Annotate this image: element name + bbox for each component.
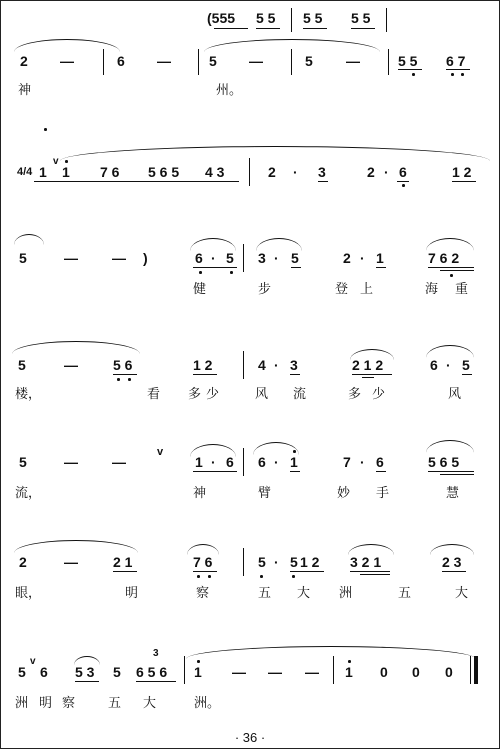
note: 5 6	[113, 357, 133, 373]
lyric: 健	[193, 282, 207, 297]
note: 2	[20, 53, 28, 69]
note: ·	[211, 454, 216, 470]
note: )	[143, 250, 148, 266]
note: —	[60, 53, 74, 69]
note: —	[112, 250, 126, 266]
note: 6	[117, 53, 125, 69]
system-4	[0, 335, 500, 415]
note: 6	[399, 164, 407, 180]
note: ·	[274, 454, 279, 470]
note: 5 6 5	[428, 454, 460, 470]
note: 6	[195, 250, 203, 266]
note: 3	[258, 250, 266, 266]
note: —	[305, 664, 319, 680]
lyric: 明	[125, 586, 139, 601]
note: 5 3	[75, 664, 95, 680]
lyric: 风	[448, 387, 462, 402]
lyric: 察	[62, 696, 76, 711]
note: 3	[318, 164, 326, 180]
note: 5 6 5	[148, 164, 180, 180]
note: 5	[226, 250, 234, 266]
lyric: 神	[193, 486, 207, 501]
lyric: 海	[425, 282, 439, 297]
lyric: 楼，	[15, 387, 42, 402]
note: 5	[258, 554, 266, 570]
note: 7 6	[193, 554, 213, 570]
lyric: 大	[297, 586, 311, 601]
lyric: 州。	[216, 83, 243, 98]
final-barline-thick	[474, 656, 478, 684]
note: 6 5 6	[136, 664, 168, 680]
lyric: 少	[206, 387, 220, 402]
lyric: 察	[196, 586, 210, 601]
note: 5	[19, 250, 27, 266]
note: 5 5	[351, 10, 371, 26]
lyric: 五	[108, 696, 122, 711]
note: 0	[412, 664, 420, 680]
note: 2	[343, 250, 351, 266]
note: 6	[226, 454, 234, 470]
note: 1	[376, 250, 384, 266]
note: 5 5	[398, 53, 418, 69]
note: 6	[430, 357, 438, 373]
lyric: 五	[398, 586, 412, 601]
system-6	[0, 530, 500, 610]
note: 5	[18, 664, 26, 680]
note: —	[268, 664, 282, 680]
note: 1	[290, 454, 298, 470]
note: 6	[258, 454, 266, 470]
time-signature: 4/4	[17, 166, 33, 178]
note: —	[346, 53, 360, 69]
note: 2 3	[442, 554, 462, 570]
note: ·	[274, 357, 279, 373]
note: 5	[305, 53, 313, 69]
note: 2	[367, 164, 375, 180]
intro-line	[0, 8, 500, 32]
lyric: 慧	[446, 486, 460, 501]
lyric: 妙	[337, 486, 351, 501]
note: 1	[194, 664, 202, 680]
note: —	[249, 53, 263, 69]
note: 3	[290, 357, 298, 373]
note: —	[112, 454, 126, 470]
note: 2	[19, 554, 27, 570]
system-1	[0, 35, 500, 105]
note: ·	[274, 250, 279, 266]
note: 1	[195, 454, 203, 470]
note: 6	[40, 664, 48, 680]
note: 6 7	[446, 53, 466, 69]
note: ·	[446, 357, 451, 373]
triplet-mark: 3	[153, 648, 159, 659]
lyric: 五	[258, 586, 272, 601]
page-number: · 36 ·	[234, 730, 266, 745]
note: v	[157, 446, 164, 458]
lyric: 重	[455, 282, 469, 297]
note: 5	[209, 53, 217, 69]
lyric: 洲。	[194, 696, 221, 711]
note: 4	[258, 357, 266, 373]
note: ·	[360, 250, 365, 266]
note: 0	[380, 664, 388, 680]
note: 2 1 2	[352, 357, 384, 373]
lyric: 大	[455, 586, 469, 601]
note: 4 3	[205, 164, 225, 180]
system-2: 4/4 1 v 1 7 6 5 6 5 4 3 2 · 3 2 · 6 1 2	[0, 140, 500, 195]
note: 5 5	[256, 10, 276, 26]
note: 1 2	[193, 357, 213, 373]
note: 5	[462, 357, 470, 373]
note: 5	[18, 357, 26, 373]
lyric: 明	[39, 696, 53, 711]
note: —	[232, 664, 246, 680]
lyric: 风	[255, 387, 269, 402]
lyric: 多	[188, 387, 202, 402]
note: 1	[345, 664, 353, 680]
lyric: 登	[335, 282, 349, 297]
note: 2 1	[113, 554, 133, 570]
note: ·	[360, 454, 365, 470]
note: —	[64, 454, 78, 470]
note: 7	[343, 454, 351, 470]
note: 1 2	[452, 164, 472, 180]
lyric: 步	[258, 282, 272, 297]
note: —	[157, 53, 171, 69]
note: (555	[207, 10, 236, 26]
note: 5 5	[303, 10, 323, 26]
system-3	[0, 226, 500, 306]
lyric: 手	[376, 486, 390, 501]
note: 1 2	[300, 554, 320, 570]
lyric: 臂	[258, 486, 272, 501]
note: 5	[290, 554, 298, 570]
note: 0	[445, 664, 453, 680]
note: 2	[268, 164, 276, 180]
lyric: 看	[147, 387, 161, 402]
note: 7 6	[100, 164, 120, 180]
note: —	[64, 357, 78, 373]
note: ·	[211, 250, 216, 266]
lyric: 洲	[15, 696, 29, 711]
note: 5	[291, 250, 299, 266]
lyric: 大	[143, 696, 157, 711]
note: 6	[376, 454, 384, 470]
note: 1	[39, 164, 47, 180]
note: 7 6 2	[428, 250, 460, 266]
note: 5	[19, 454, 27, 470]
lyric: 流，	[15, 486, 42, 501]
final-barline-thin	[470, 656, 471, 684]
lyric: 上	[360, 282, 374, 297]
note: 5	[113, 664, 121, 680]
note: ·	[384, 164, 389, 180]
note: ·	[274, 554, 279, 570]
system-5	[0, 430, 500, 510]
note: 1	[62, 164, 70, 180]
note: —	[64, 554, 78, 570]
system-7: 5 v 6 5 3 5 3 6 5 6 1 — — — 1 0 0 0 洲 明 察 五 大 洲。	[0, 640, 500, 720]
note: 3 2 1	[350, 554, 382, 570]
note: ·	[293, 164, 298, 180]
lyric: 神	[18, 83, 32, 98]
lyric: 洲	[339, 586, 353, 601]
lyric: 流	[293, 387, 307, 402]
note: —	[64, 250, 78, 266]
lyric: 眼，	[15, 586, 42, 601]
lyric: 少	[372, 387, 386, 402]
lyric: 多	[348, 387, 362, 402]
